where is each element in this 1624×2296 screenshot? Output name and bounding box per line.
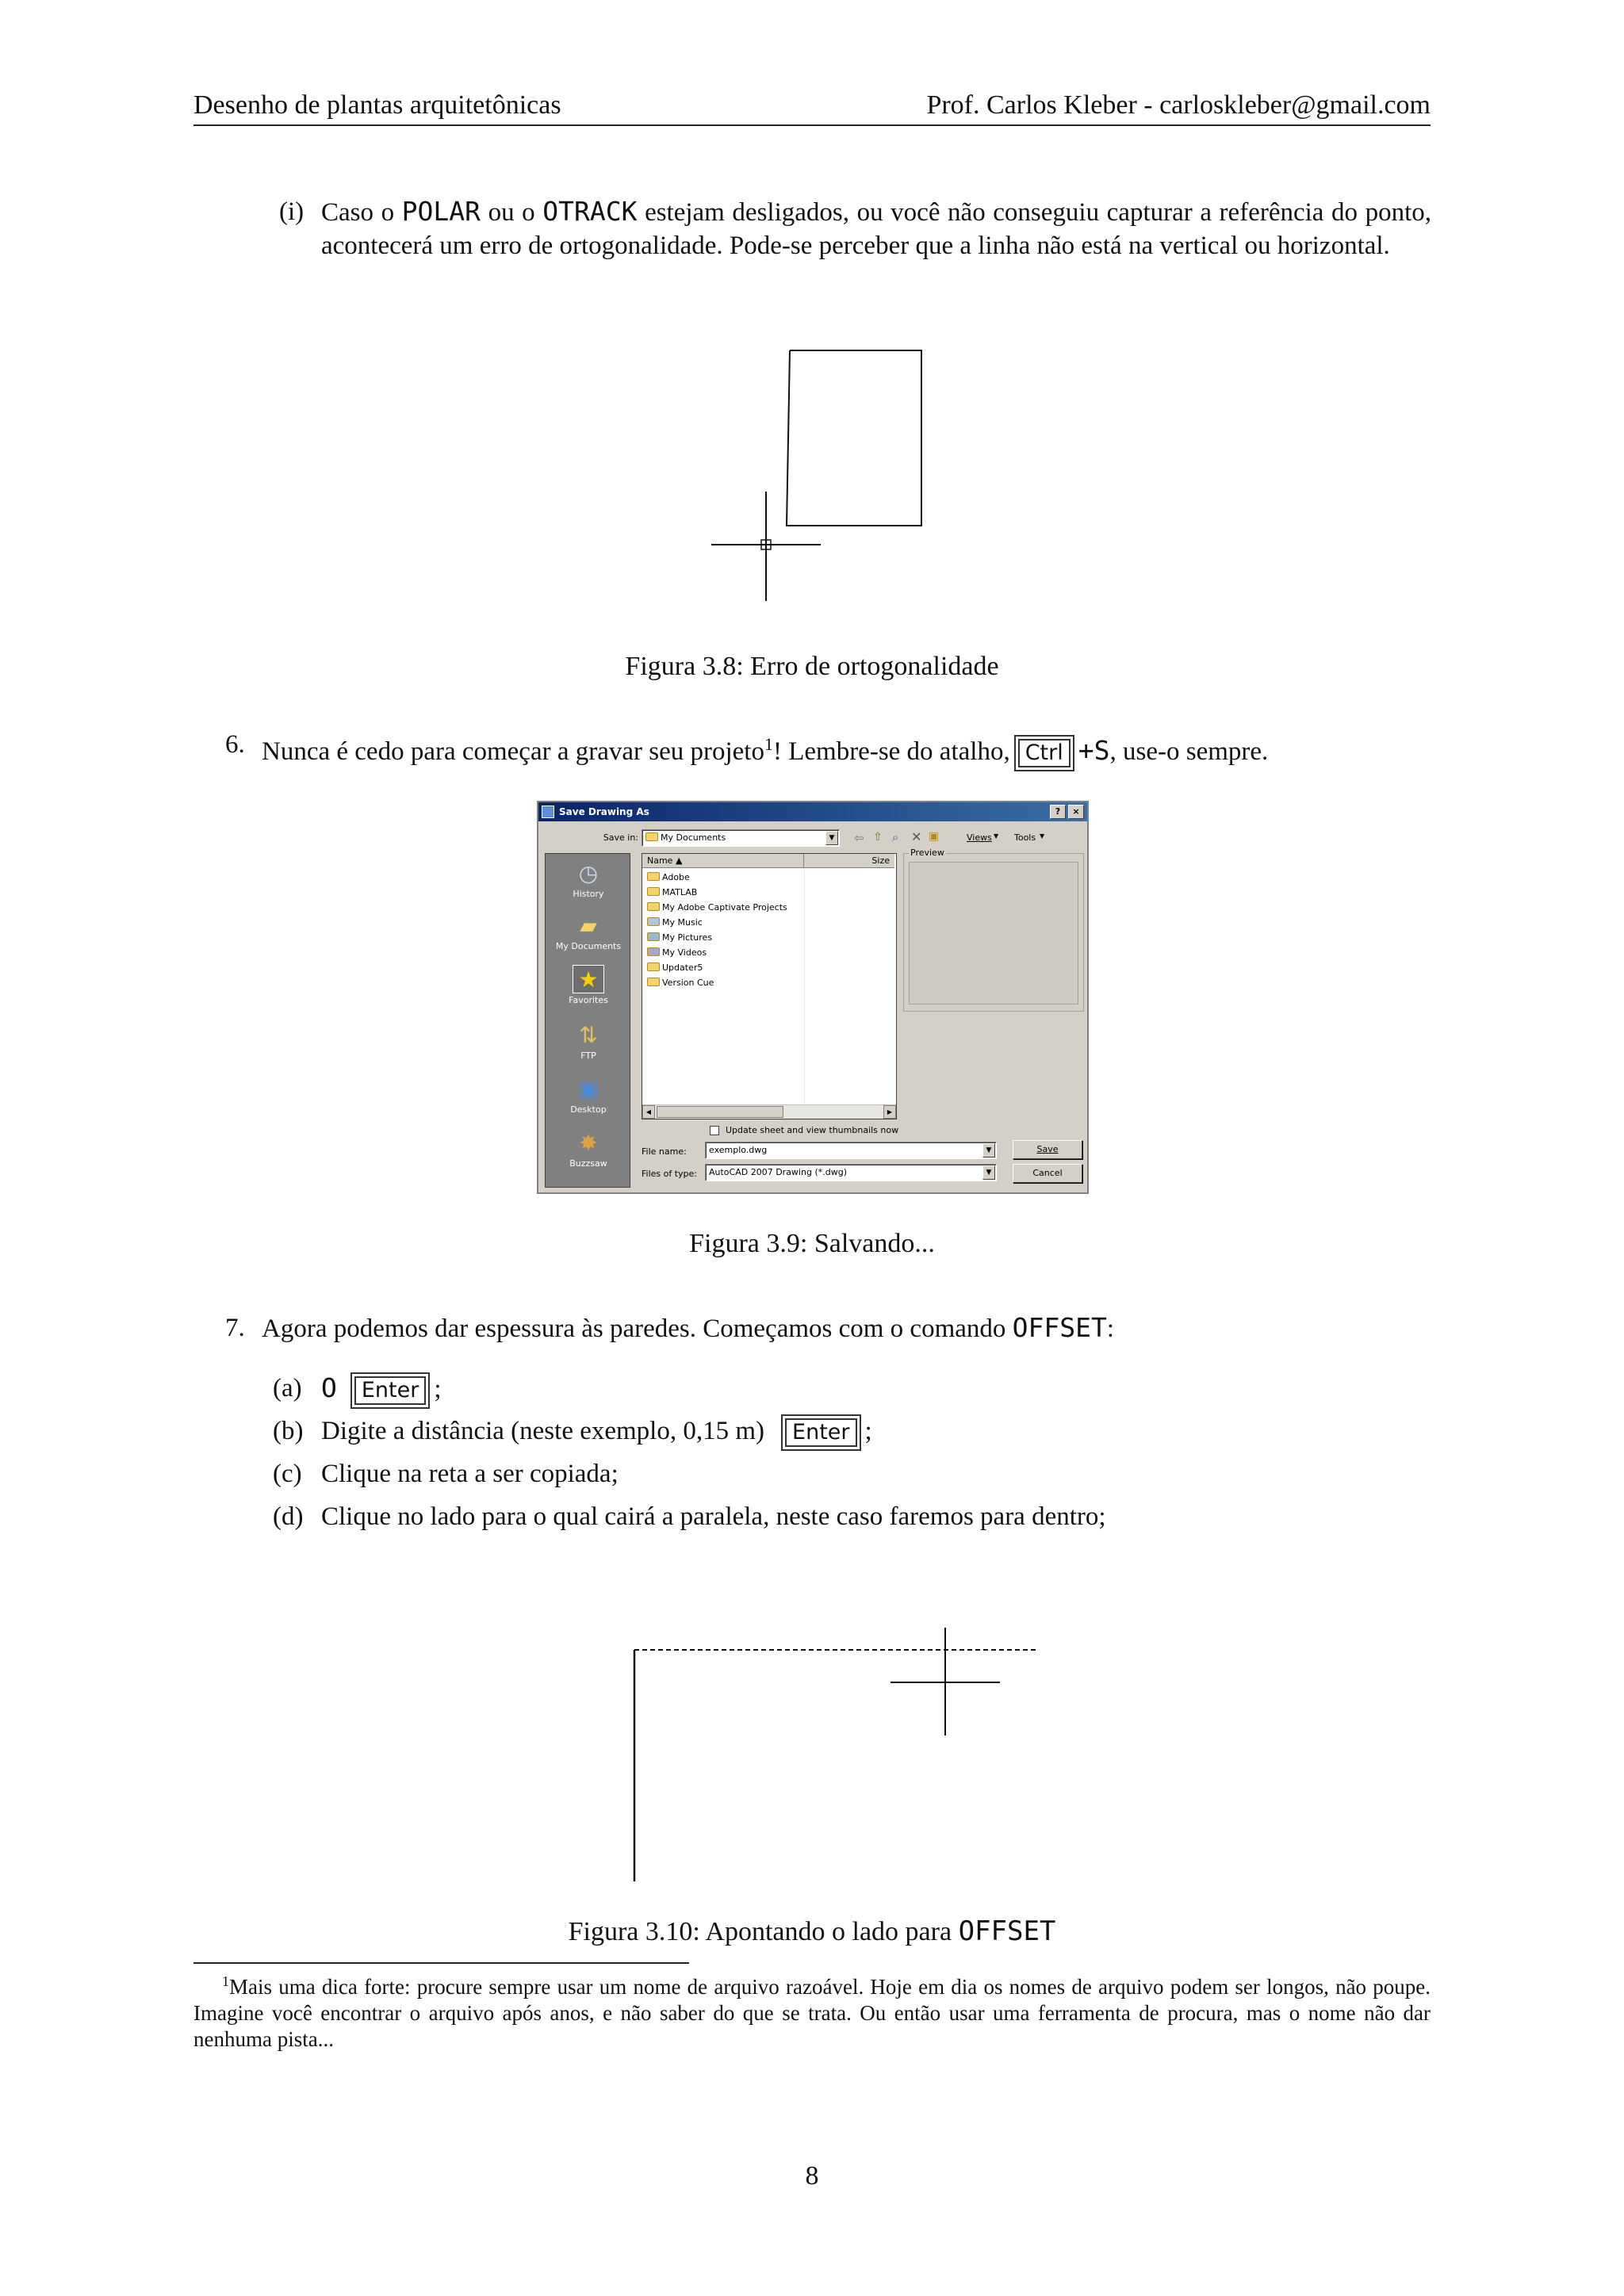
item-i-text: Caso o POLAR ou o OTRACK estejam desligados, ou você não conseguiu capturar a referência do ponto, acontecerá um erro de ortogonalidade. Pode-se perceber que a linha não está na vertical ou horizontal.: [321, 196, 1432, 260]
item-6-number: 6.: [225, 730, 245, 759]
sub-b-marker: (b): [273, 1417, 304, 1445]
thumbnails-checkbox-label: Update sheet and view thumbnails now: [726, 1125, 899, 1135]
delete-icon[interactable]: ✕: [911, 829, 922, 844]
offset-command: OFFSET: [1012, 1312, 1107, 1343]
scroll-left-icon[interactable]: ◀: [642, 1105, 655, 1119]
sub-b-text: Digite a distância (neste exemplo, 0,15 m) Enter ;: [321, 1414, 872, 1448]
preview-group: [903, 848, 1084, 1012]
save-button[interactable]: Save: [1013, 1140, 1082, 1159]
list-item[interactable]: My Adobe Captivate Projects: [647, 900, 787, 915]
sub-d-marker: (d): [273, 1502, 304, 1531]
videos-folder-icon: [647, 947, 660, 956]
list-item[interactable]: Adobe: [647, 870, 690, 885]
horizontal-scrollbar[interactable]: [642, 1104, 896, 1119]
list-item[interactable]: MATLAB: [647, 885, 697, 900]
places-buzzsaw[interactable]: ✸ Buzzsaw: [569, 1129, 607, 1169]
favorites-star-icon: ★: [573, 965, 604, 993]
ftp-icon: ⇅: [579, 1021, 598, 1048]
list-item[interactable]: Updater5: [647, 960, 703, 975]
places-history[interactable]: ◷ History: [573, 859, 604, 899]
music-folder-icon: [647, 917, 660, 926]
help-button[interactable]: ?: [1050, 805, 1066, 819]
header-title: Desenho de plantas arquitetônicas: [193, 90, 561, 120]
folder-icon: [647, 872, 660, 881]
scroll-right-icon[interactable]: ▶: [883, 1105, 896, 1119]
footnote-rule: [193, 1962, 689, 1964]
views-chevron-icon[interactable]: ▼: [994, 832, 999, 840]
places-ftp[interactable]: ⇅ FTP: [546, 1020, 631, 1061]
folder-icon: [645, 832, 658, 841]
item-6-text: Nunca é cedo para começar a gravar seu projeto$^1$! Lembre-se do atalho, Ctrl +S, use-o sempre.: [262, 728, 1268, 768]
tools-menu[interactable]: Tools: [1014, 832, 1036, 843]
chevron-down-icon[interactable]: ▼: [982, 1165, 995, 1180]
files-of-type-select[interactable]: AutoCAD 2007 Drawing (*.dwg) ▼: [705, 1164, 997, 1181]
new-folder-icon[interactable]: ▣: [929, 830, 940, 843]
sub-a-text: O Enter ;: [321, 1372, 442, 1406]
desktop-icon: ▣: [577, 1075, 599, 1102]
list-item[interactable]: My Videos: [647, 945, 707, 960]
thumbnails-checkbox[interactable]: [710, 1126, 719, 1135]
figure-ortho-error-drawing: [698, 341, 936, 610]
dialog-titlebar: [538, 802, 1087, 821]
chevron-down-icon[interactable]: ▼: [982, 1143, 995, 1158]
places-my-documents[interactable]: ▰ My Documents: [555, 912, 622, 951]
file-list[interactable]: [642, 853, 897, 1119]
pictures-folder-icon: [647, 932, 660, 941]
save-in-select[interactable]: My Documents ▼: [642, 829, 840, 847]
dialog-title: Save Drawing As: [559, 806, 649, 817]
buzzsaw-icon: ✸: [579, 1129, 598, 1156]
list-item[interactable]: My Music: [647, 915, 703, 930]
item-7-number: 7.: [225, 1314, 245, 1342]
figure-3-10-caption: Figura 3.10: Apontando o lado para OFFSET: [568, 1915, 1056, 1947]
polar-command: POLAR: [401, 196, 481, 227]
enter-key: Enter: [785, 1418, 856, 1447]
close-button[interactable]: ×: [1068, 805, 1084, 819]
folder-icon: [647, 962, 660, 971]
files-of-type-label: Files of type:: [642, 1169, 698, 1179]
header-author: Prof. Carlos Kleber - carloskleber@gmail.com: [926, 90, 1431, 120]
chevron-down-icon[interactable]: ▼: [825, 831, 838, 845]
figure-offset-drawing: [626, 1621, 1055, 1891]
save-drawing-dialog: [537, 801, 1089, 1194]
footnote-ref: 1: [764, 734, 773, 754]
folder-icon: [647, 978, 660, 986]
figure-3-9-caption: Figura 3.9: Salvando...: [689, 1229, 935, 1258]
tools-chevron-icon[interactable]: ▼: [1040, 832, 1045, 840]
places-desktop[interactable]: ▣ Desktop: [570, 1075, 607, 1115]
sub-c-text: Clique na reta a ser copiada;: [321, 1460, 619, 1488]
column-header-name[interactable]: Name ▲: [642, 854, 804, 868]
sub-c-marker: (c): [273, 1460, 302, 1488]
folder-icon: [647, 902, 660, 911]
autocad-app-icon: [542, 806, 554, 818]
history-icon: ◷: [578, 859, 599, 886]
views-menu[interactable]: Views: [967, 832, 992, 843]
sub-d-text: Clique no lado para o qual cairá a paralela, neste caso faremos para dentro;: [321, 1502, 1106, 1531]
sub-a-marker: (a): [273, 1374, 302, 1402]
places-bar: [545, 853, 630, 1188]
search-icon[interactable]: ⌕: [892, 830, 899, 844]
cancel-button[interactable]: Cancel: [1013, 1164, 1082, 1183]
header-rule: [193, 124, 1431, 126]
list-item[interactable]: My Pictures: [647, 930, 712, 945]
file-name-label: File name:: [642, 1146, 687, 1157]
preview-label: Preview: [910, 848, 944, 858]
file-name-input[interactable]: exemplo.dwg ▼: [705, 1142, 997, 1159]
figure-3-8-caption: Figura 3.8: Erro de ortogonalidade: [625, 652, 999, 681]
places-favorites[interactable]: ★ Favorites: [569, 966, 608, 1005]
my-documents-icon: ▰: [580, 912, 597, 939]
ctrl-key: Ctrl: [1018, 739, 1071, 767]
item-7-text: Agora podemos dar espessura às paredes. Começamos com o comando OFFSET:: [262, 1312, 1115, 1343]
column-header-size[interactable]: Size: [804, 854, 894, 868]
item-i-marker: (i): [279, 197, 304, 226]
page-number: 8: [805, 2161, 819, 2191]
footnote: $^1$Mais uma dica forte: procure sempre usar um nome de arquivo razoável. Hoje em dia os nomes de arquivo podem ser longos, não poupe. Imagine você encontrar o arquivo após anos, e não saber do que se trata. Ou então usar uma ferramenta de procura, mas o nome não dar nenhuma pista...: [193, 1973, 1431, 2051]
preview-pane: [909, 862, 1078, 1004]
scroll-thumb[interactable]: [657, 1106, 783, 1118]
back-icon[interactable]: ⇦: [854, 831, 864, 845]
up-folder-icon[interactable]: ⇧: [873, 831, 883, 844]
otrack-command: OTRACK: [542, 196, 638, 227]
folder-icon: [647, 887, 660, 896]
list-item[interactable]: Version Cue: [647, 975, 714, 990]
enter-key: Enter: [354, 1376, 426, 1405]
column-divider: [804, 868, 805, 1103]
misaligned-rectangle: [787, 350, 921, 526]
save-in-label: Save in:: [603, 832, 638, 843]
